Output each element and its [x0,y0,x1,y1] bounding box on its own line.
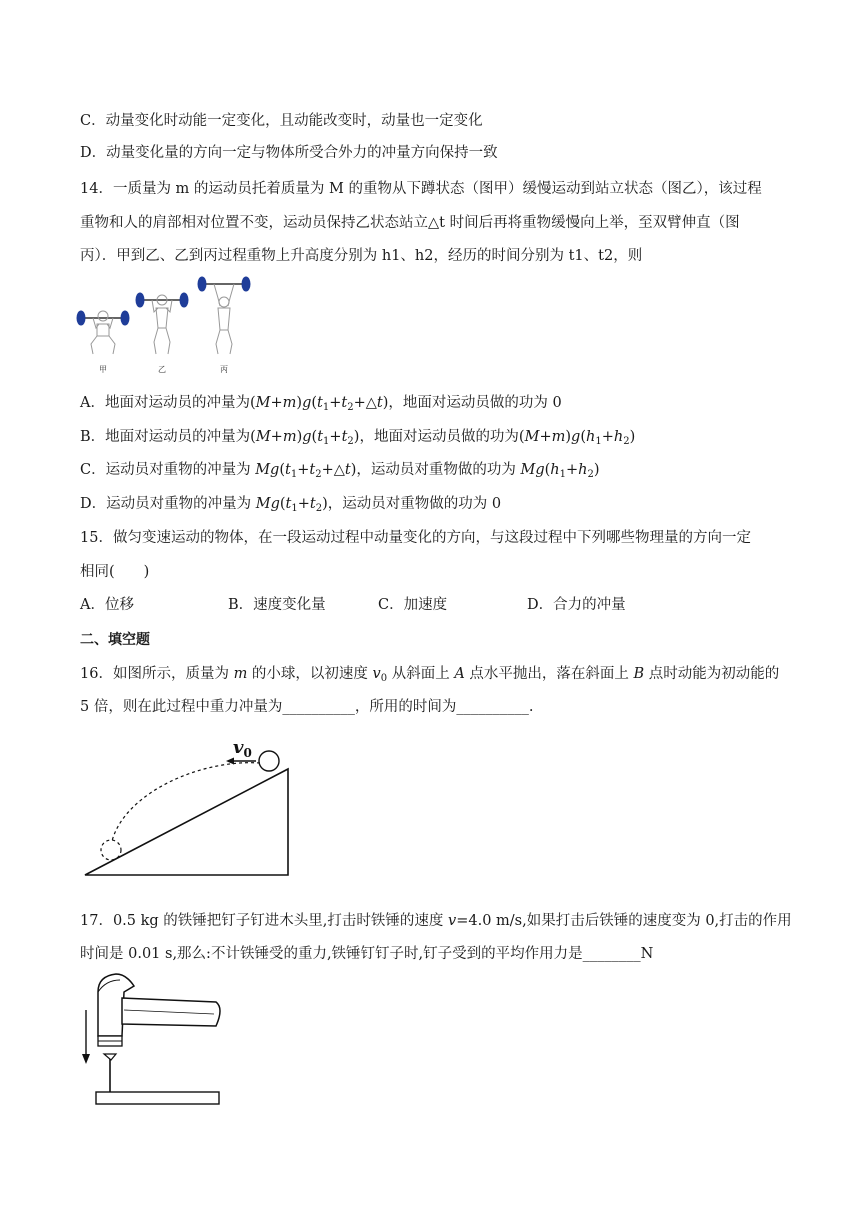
q14-stem-line2: 重物和人的肩部相对位置不变，运动员保持乙状态站立△t 时间后再将重物缓慢向上举，至双臂伸直（图 [80,215,740,231]
incline-projectile-figure [80,733,295,878]
q13-option-c: C．动量变化时动能一定变化，且动能改变时，动量也一定变化 [80,113,483,129]
lifter-yi [136,293,188,354]
wood-board [96,1092,219,1104]
q14-option-d: D．运动员对重物的冲量为 $Mg(t_1+t_2)$，运动员对重物做的功为 0 [80,496,502,514]
section-title-fill-in: 二、填空题 [80,632,150,648]
trajectory-curve [112,763,260,841]
label-yi: 乙 [158,365,166,374]
q17-stem-line1: 17．0.5 kg 的铁锤把钉子钉进木头里,打击时铁锤的速度 v=4.0 m/s,如果打击后铁锤的速度变为 0,打击的作用 [80,913,792,929]
v0-label: $v_0$ [233,737,252,760]
q14-stem-line3: 丙）．甲到乙、乙到丙过程重物上升高度分别为 h1、h2，经历的时间分别为 t1、t2，则 [80,248,643,264]
q14-stem-line1: 14．一质量为 m 的运动员托着质量为 M 的重物从下蹲状态（图甲）缓慢运动到站立状态（图乙），该过程 [80,181,762,197]
hammer-nail-figure [76,970,226,1110]
q15-option-a: A．位移 [80,597,134,613]
q15-stem-line1: 15．做匀变速运动的物体，在一段运动过程中动量变化的方向，与这段过程中下列哪些物理量的方向一定 [80,530,751,546]
ball-at-b [101,840,121,860]
q15-option-d: D．合力的冲量 [527,597,626,613]
ball-at-a [259,751,279,771]
lifter-jia [77,311,129,354]
incline-triangle [85,769,288,875]
label-bing: 丙 [220,365,228,374]
q15-stem-line2: 相同( ) [80,564,150,580]
q14-option-a: A．地面对运动员的冲量为$(M+m)g(t_1+t_2+\triangle t)$，地面对运动员做的功为 0 [80,395,562,413]
q15-option-c: C．加速度 [378,597,448,613]
q14-option-c: C．运动员对重物的冲量为 $Mg(t_1+t_2+\triangle t)$，运动员对重物做的功为 $Mg(h_1+h_2)$ [80,462,600,480]
q16-stem-line1: 16．如图所示，质量为 m 的小球，以初速度 $v_0$ 从斜面上 A 点水平抛出，落在斜面上 B 点时动能为初动能的 [80,666,780,684]
q15-option-b: B．速度变化量 [228,597,326,613]
q17-stem-line2: 时间是 0.01 s,那么:不计铁锤受的重力,铁锤钉钉子时,钉子受到的平均作用力是________N [80,946,654,962]
q14-option-b: B．地面对运动员的冲量为$(M+m)g(t_1+t_2)$，地面对运动员做的功为$(M+m)g(h_1+h_2)$ [80,429,636,447]
q16-stem-line2: 5 倍，则在此过程中重力冲量为__________，所用的时间为__________. [80,699,534,715]
label-jia: 甲 [99,365,107,374]
q13-option-d: D．动量变化量的方向一定与物体所受合外力的冲量方向保持一致 [80,145,498,161]
weightlifter-figure [76,272,256,376]
lifter-bing [198,277,250,354]
